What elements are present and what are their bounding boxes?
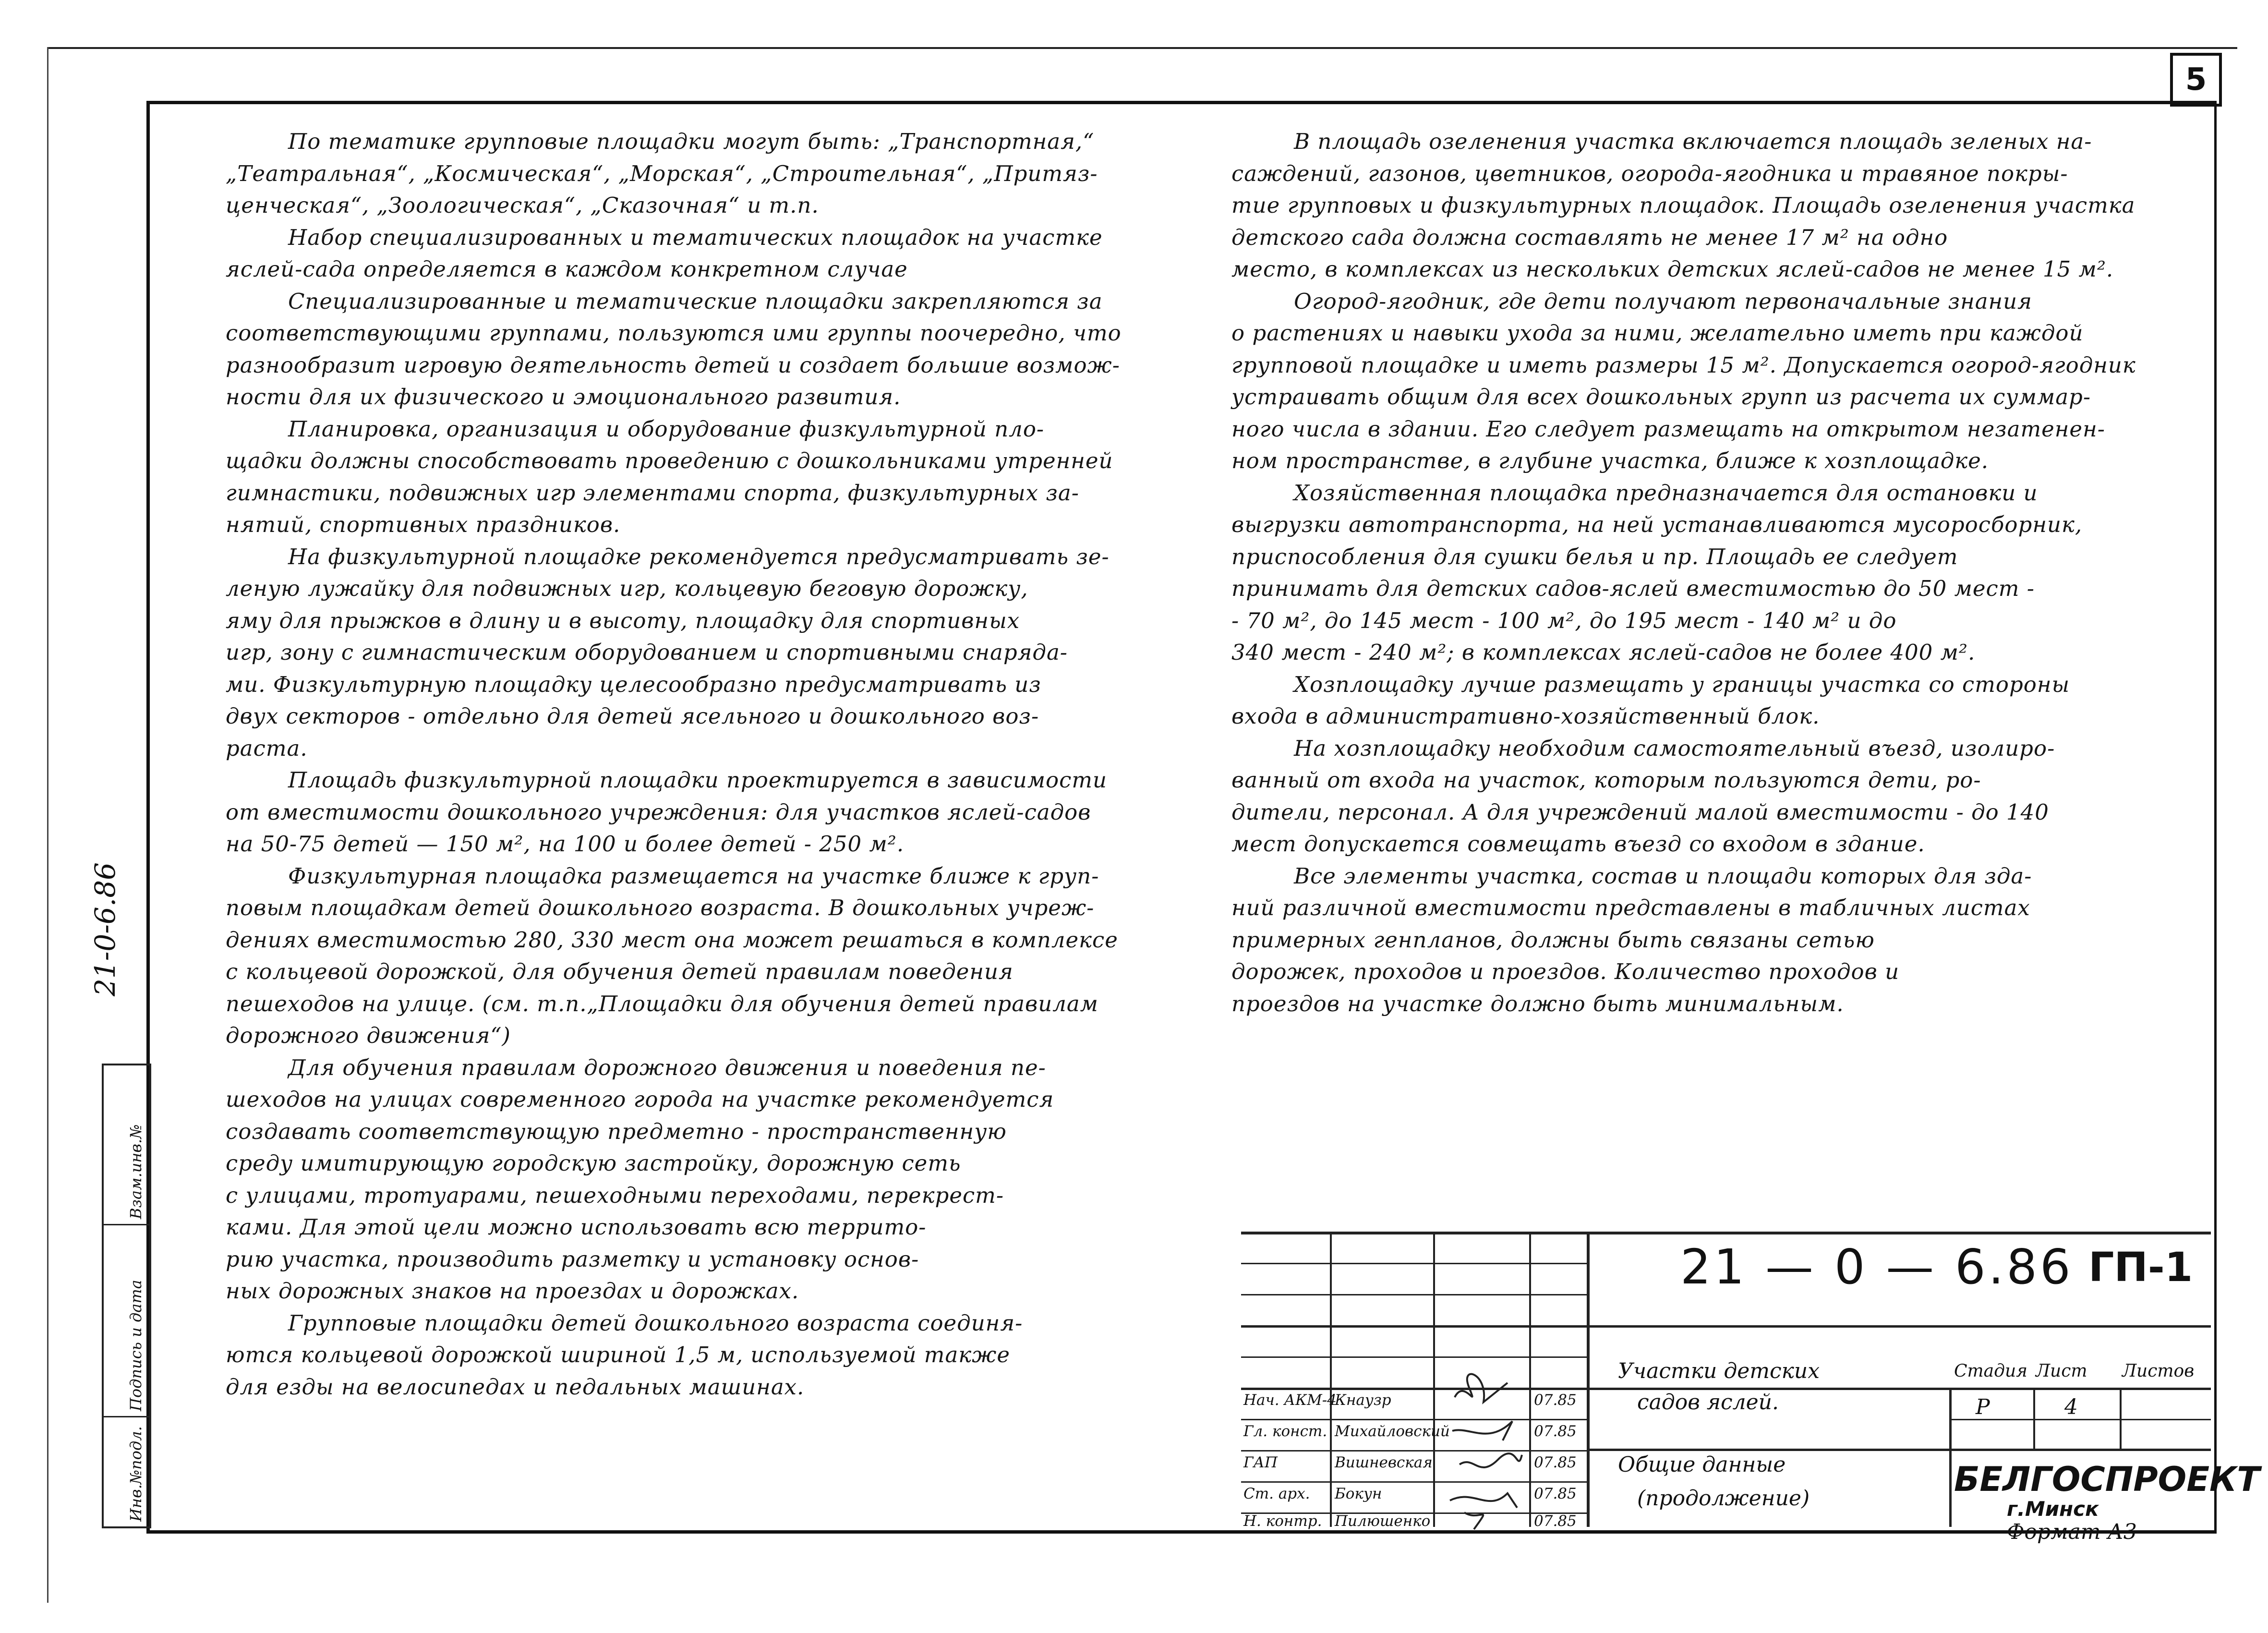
text-line: Набор специализированных и тематических площадок на участке xyxy=(288,224,1103,250)
text-line: приспособления для сушки белья и пр. Площадь ее следует xyxy=(1231,544,1958,569)
text-line: ных дорожных знаков на проездах и дорожках. xyxy=(226,1278,799,1304)
text-line: ценческая“, „Зоологическая“, „Сказочная“ и т.п. xyxy=(226,193,819,218)
staff-date: 07.85 xyxy=(1534,1423,1577,1440)
text-line: проездов на участке должно быть минимальным. xyxy=(1231,991,1844,1016)
text-line: двух секторов - отдельно для детей ясельного и дошкольного воз- xyxy=(226,703,1039,729)
text-line: на 50-75 детей — 150 м², на 100 и более детей - 250 м². xyxy=(226,831,905,857)
sheet-mark: ГП-1 xyxy=(2088,1244,2193,1291)
organization-name: БЕЛГОСПРОЕКТ xyxy=(1954,1460,2260,1499)
outer-frame-left-line xyxy=(47,47,48,1603)
text-line: дорожного движения“) xyxy=(226,1023,511,1048)
text-line: соответствующими группами, пользуются ими группы поочередно, что xyxy=(226,320,1122,346)
text-line: яслей-сада определяется в каждом конкретном случае xyxy=(226,256,908,282)
text-line: ками. Для этой цели можно использовать всю террито- xyxy=(226,1214,927,1240)
text-line: Все элементы участка, состав и площади которых для зда- xyxy=(1294,863,2032,889)
staff-name: Кнаузр xyxy=(1335,1391,1391,1409)
staff-date: 07.85 xyxy=(1534,1454,1577,1471)
margin-stamp xyxy=(102,1064,151,1528)
sheet-format: Формат А3 xyxy=(2007,1520,2137,1544)
text-line: „Театральная“, „Космическая“, „Морская“, „Строительная“, „Притяз- xyxy=(226,160,1098,186)
object-title-line: Участки детских xyxy=(1618,1359,1820,1383)
text-line: гимнастики, подвижных игр элементами спорта, физкультурных за- xyxy=(226,480,1079,506)
stamp-label-inventory: Инв.№подл. xyxy=(127,1426,145,1522)
text-line: Для обучения правилам дорожного движения и поведения пе- xyxy=(288,1054,1046,1080)
text-line: место, в комплексах из нескольких детских яслей-садов не менее 15 м². xyxy=(1231,256,2114,282)
organization-city: г.Минск xyxy=(2007,1497,2099,1521)
sheets-header: Листов xyxy=(2122,1361,2195,1381)
staff-name: Бокун xyxy=(1335,1485,1382,1502)
right-text-column xyxy=(1231,126,2206,1020)
sheet-title-line: Общие данные xyxy=(1618,1452,1786,1477)
text-line: щадки должны способствовать проведению с дошкольниками утренней xyxy=(226,448,1113,473)
text-line: 340 мест - 240 м²; в комплексах яслей-садов не более 400 м². xyxy=(1231,640,1976,665)
outer-frame-top-line xyxy=(48,47,2237,49)
text-line: шеходов на улицах современного города на участке рекомендуется xyxy=(226,1087,1054,1112)
margin-document-code: 21-0-6.86 xyxy=(89,862,121,996)
document-code: 21 — 0 — 6.86 xyxy=(1680,1239,2074,1295)
stamp-label-replacement: Взам.инв.№ xyxy=(127,1124,145,1219)
text-line: создавать соответствующую предметно - пространственную xyxy=(226,1118,1007,1144)
text-line: мест допускается совмещать въезд со входом в здание. xyxy=(1231,831,1925,857)
text-line: Хозяйственная площадка предназначается для остановки и xyxy=(1294,480,2038,506)
left-text-column xyxy=(226,126,1167,1403)
staff-role: Нач. АКМ-4 xyxy=(1243,1391,1337,1409)
staff-name: Михайловский xyxy=(1335,1423,1450,1440)
text-line: детского сада должна составлять не менее 17 м² на одно xyxy=(1231,224,1948,250)
text-line: Хозплощадку лучше размещать у границы участка со стороны xyxy=(1294,671,2070,697)
text-line: ми. Физкультурную площадку целесообразно предусматривать из xyxy=(226,671,1041,697)
staff-role: Ст. арх. xyxy=(1243,1485,1310,1502)
text-line: ются кольцевой дорожкой шириной 1,5 м, используемой также xyxy=(226,1342,1010,1367)
text-line: раста. xyxy=(226,735,308,761)
text-line: Огород-ягодник, где дети получают первоначальные знания xyxy=(1294,288,2032,314)
text-line: На физкультурной площадке рекомендуется предусматривать зе- xyxy=(288,544,1110,569)
text-line: разнообразит игровую деятельность детей и создает большие возмож- xyxy=(226,352,1120,378)
staff-date: 07.85 xyxy=(1534,1512,1577,1530)
staff-name: Вишневская xyxy=(1335,1454,1433,1471)
text-line: яму для прыжков в длину и в высоту, площадку для спортивных xyxy=(226,607,1020,633)
text-line: от вместимости дошкольного учреждения: для участков яслей-садов xyxy=(226,799,1091,825)
staff-role: ГАП xyxy=(1243,1454,1278,1471)
sheet-value: 4 xyxy=(2064,1395,2078,1419)
text-line: выгрузки автотранспорта, на ней устанавливаются мусоросборник, xyxy=(1231,512,2083,537)
text-line: По тематике групповые площадки могут быть: „Транспортная,“ xyxy=(288,129,1095,154)
text-line: о растениях и навыки ухода за ними, желательно иметь при каждой xyxy=(1231,320,2084,346)
text-line: среду имитирующую городскую застройку, дорожную сеть xyxy=(226,1150,961,1176)
stamp-label-signature: Подпись и дата xyxy=(127,1280,145,1411)
text-line: с кольцевой дорожкой, для обучения детей правилам поведения xyxy=(226,959,1013,984)
text-line: нятий, спортивных праздников. xyxy=(226,512,621,537)
text-line: пешеходов на улице. (см. т.п.„Площадки для обучения детей правилам xyxy=(226,991,1098,1016)
text-line: примерных генпланов, должны быть связаны сетью xyxy=(1231,927,1875,953)
text-line: тие групповых и физкультурных площадок. Площадь озеленения участка xyxy=(1231,193,2135,218)
text-line: для езды на велосипедах и педальных машинах. xyxy=(226,1374,805,1400)
staff-name: Пилюшенко xyxy=(1335,1512,1431,1530)
text-line: повым площадкам детей дошкольного возраста. В дошкольных учреж- xyxy=(226,895,1095,920)
text-line: Групповые площадки детей дошкольного возраста соединя- xyxy=(288,1310,1023,1336)
object-title-line: садов яслей. xyxy=(1637,1390,1779,1415)
text-line: На хозплощадку необходим самостоятельный въезд, изолиро- xyxy=(1294,735,2055,761)
stamp-cell-inventory xyxy=(104,1416,149,1524)
text-line: дениях вместимостью 280, 330 мест она может решаться в комплексе xyxy=(226,927,1118,953)
sheet-title-line: (продолжение) xyxy=(1637,1486,1810,1511)
text-line: устраивать общим для всех дошкольных групп из расчета их суммар- xyxy=(1231,384,2091,410)
text-line: дители, персонал. А для учреждений малой вместимости - до 140 xyxy=(1231,799,2049,825)
staff-date: 07.85 xyxy=(1534,1485,1577,1502)
staff-role: Гл. конст. xyxy=(1243,1423,1327,1440)
text-line: ний различной вместимости представлены в табличных листах xyxy=(1231,895,2030,920)
text-line: входа в административно-хозяйственный блок. xyxy=(1231,703,1820,729)
text-line: ном пространстве, в глубине участка, ближе к хозплощадке. xyxy=(1231,448,1989,473)
text-line: ности для их физического и эмоционального развития. xyxy=(226,384,901,410)
text-line: с улицами, тротуарами, пешеходными переходами, перекрест- xyxy=(226,1182,1004,1208)
page-number: 5 xyxy=(2170,53,2222,107)
stage-header: Стадия xyxy=(1954,1361,2027,1381)
stamp-cell-signature xyxy=(104,1224,149,1417)
text-line: - 70 м², до 145 мест - 100 м², до 195 мест - 140 м² и до xyxy=(1231,607,1897,633)
text-line: ного числа в здании. Его следует размещать на открытом незатенен- xyxy=(1231,416,2105,442)
text-line: групповой площадке и иметь размеры 15 м². Допускается огород-ягодник xyxy=(1231,352,2136,378)
text-line: игр, зону с гимнастическим оборудованием и спортивными снаряда- xyxy=(226,640,1068,665)
stage-value: Р xyxy=(1976,1395,1990,1419)
text-line: Специализированные и тематические площадки закрепляются за xyxy=(288,288,1103,314)
text-line: Физкультурная площадка размещается на участке ближе к груп- xyxy=(288,863,1099,889)
text-line: саждений, газонов, цветников, огорода-ягодника и травяное покры- xyxy=(1231,160,2068,186)
text-line: дорожек, проходов и проездов. Количество проходов и xyxy=(1231,959,1900,984)
text-line: принимать для детских садов-яслей вместимостью до 50 мест - xyxy=(1231,576,2035,601)
stamp-cell-replacement xyxy=(104,1065,149,1225)
text-line: Планировка, организация и оборудование физкультурной пло- xyxy=(288,416,1045,442)
staff-role: Н. контр. xyxy=(1243,1512,1322,1530)
text-line: ванный от входа на участок, которым пользуются дети, ро- xyxy=(1231,767,1981,793)
text-line: В площадь озеленения участка включается площадь зеленых на- xyxy=(1294,129,2092,154)
text-line: леную лужайку для подвижных игр, кольцевую беговую дорожку, xyxy=(226,576,1028,601)
text-line: Площадь физкультурной площадки проектируется в зависимости xyxy=(288,767,1107,793)
sheet-header: Лист xyxy=(2036,1361,2087,1381)
text-line: рию участка, производить разметку и установку основ- xyxy=(226,1246,919,1272)
signature-scribbles xyxy=(1445,1368,1536,1532)
staff-date: 07.85 xyxy=(1534,1391,1577,1409)
